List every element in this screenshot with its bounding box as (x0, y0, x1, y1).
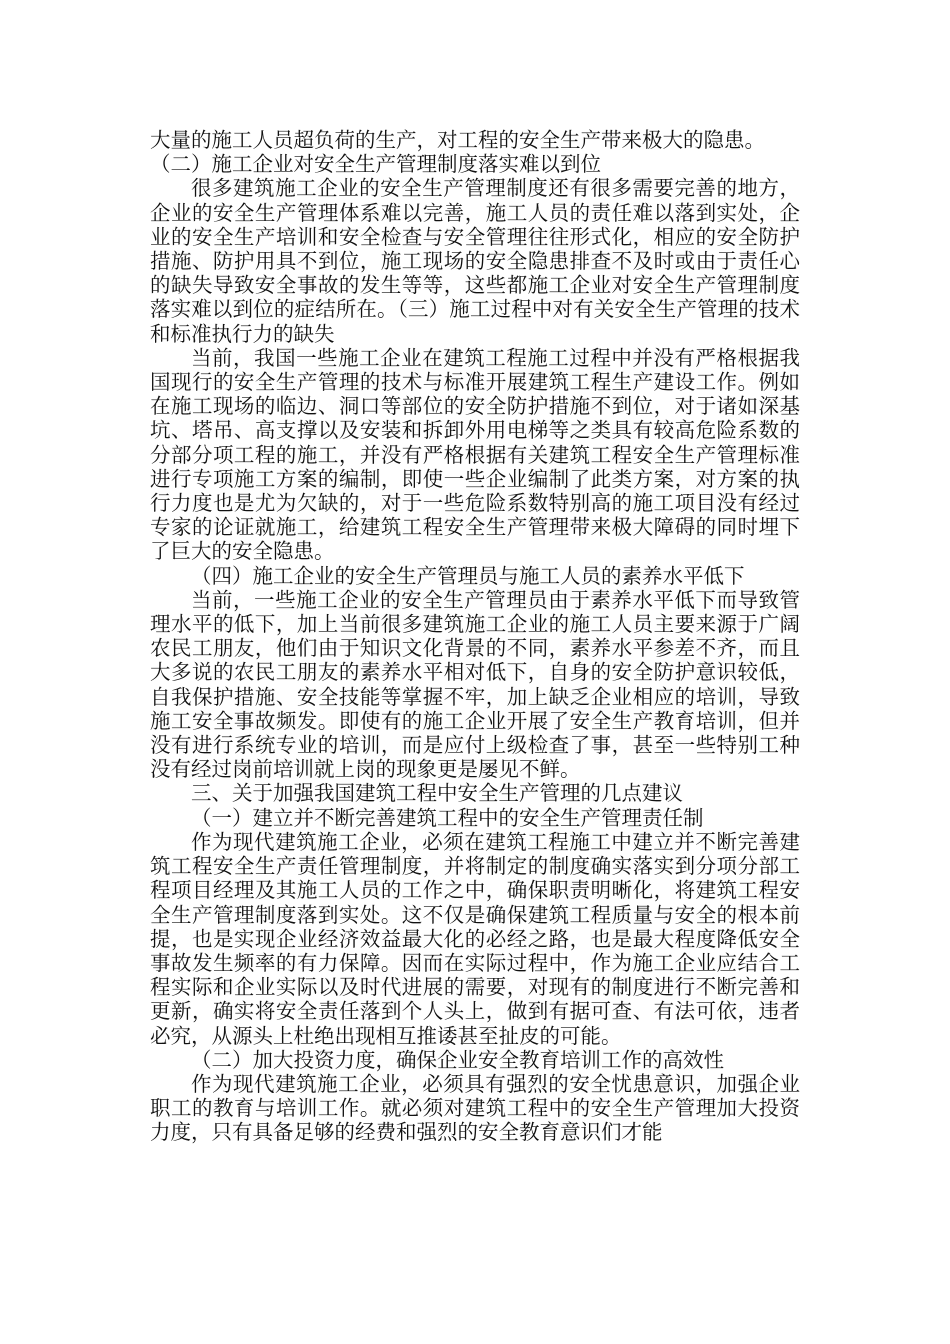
section-heading-3-2: （二）加大投资力度，确保企业安全教育培训工作的高效性 (191, 1047, 724, 1072)
document-body (150, 128, 800, 1145)
paragraph-2-4-body: 当前，一些施工企业的安全生产管理员由于素养水平低下而导致管理水平的低下，加上当前很多建筑施工企业的施工人员主要来源于广阔农民工朋友，他们由于知识文化背景的不同，素养水平参差不齐，而且大多说的农民工朋友的素养水平相对低下，自身的安全防护意识较低，自我保护措施、安全技能等掌握不牢，加上缺乏企业相应的培训，导致施工安全事故频发。即使有的施工企业开展了安全生产教育培训，但并没有进行系统专业的培训，而是应付上级检查了事，甚至一些特别工种没有经过岗前培训就上岗的现象更是屡见不鲜。 (150, 587, 800, 782)
section-heading-3: 三、关于加强我国建筑工程中安全生产管理的几点建议 (191, 781, 683, 806)
section-heading-3-1: （一）建立并不断完善建筑工程中的安全生产管理责任制 (191, 805, 704, 830)
section-heading-2-4: （四）施工企业的安全生产管理员与施工人员的素养水平低下 (191, 563, 745, 588)
paragraph-2-3-body: 当前，我国一些施工企业在建筑工程施工过程中并没有严格根据我国现行的安全生产管理的技术与标准开展建筑工程生产建设工作。例如在施工现场的临边、洞口等部位的安全防护措施不到位，对于诸如深基坑、塔吊、高支撑以及安装和拆卸外用电梯等之类具有较高危险系数的分部分项工程的施工，并没有严格根据有关建筑工程安全生产管理标准进行专项施工方案的编制，即使一些企业编制了此类方案，对方案的执行力度也是尤为欠缺的，对于一些危险系数特别高的施工项目没有经过专家的论证就施工，给建筑工程安全生产管理带来极大障碍的同时埋下了巨大的安全隐患。 (150, 345, 800, 564)
paragraph-3-1-body: 作为现代建筑施工企业，必须在建筑工程施工中建立并不断完善建筑工程安全生产责任管理制度，并将制定的制度确实落实到分项分部工程项目经理及其施工人员的工作之中，确保职责明晰化，将建筑工程安全生产管理制度落到实处。这不仅是确保建筑工程质量与安全的根本前提，也是实现企业经济效益最大化的必经之路，也是最大程度降低安全事故发生频率的有力保障。因而在实际过程中，作为施工企业应结合工程实际和企业实际以及时代进展的需要，对现有的制度进行不断完善和更新，确实将安全责任落到个人头上，做到有据可查、有法可依，违者必究，从源头上杜绝出现相互推诿甚至扯皮的可能。 (150, 829, 800, 1048)
paragraph-continuation: 大量的施工人员超负荷的生产，对工程的安全生产带来极大的隐患。 (150, 128, 765, 152)
paragraph-2-2-body: 很多建筑施工企业的安全生产管理制度还有很多需要完善的地方，企业的安全生产管理体系难以完善，施工人员的责任难以落到实处，企业的安全生产培训和安全检查与安全管理往往形式化，相应的安全防护措施、防护用具不到位，施工现场的安全隐患排查不及时或由于责任心的缺失导致安全事故的发生等等，这些都施工企业对安全生产管理制度落实难以到位的症结所在。（三）施工过程中对有关安全生产管理的技术和标准执行力的缺失 (150, 176, 800, 346)
paragraph-3-2-body: 作为现代建筑施工企业，必须具有强烈的安全忧患意识，加强企业职工的教育与培训工作。就必须对建筑工程中的安全生产管理加大投资力度，只有具备足够的经费和强烈的安全教育意识们才能 (150, 1071, 800, 1145)
section-heading-2-2: （二）施工企业对安全生产管理制度落实难以到位 (150, 152, 601, 177)
